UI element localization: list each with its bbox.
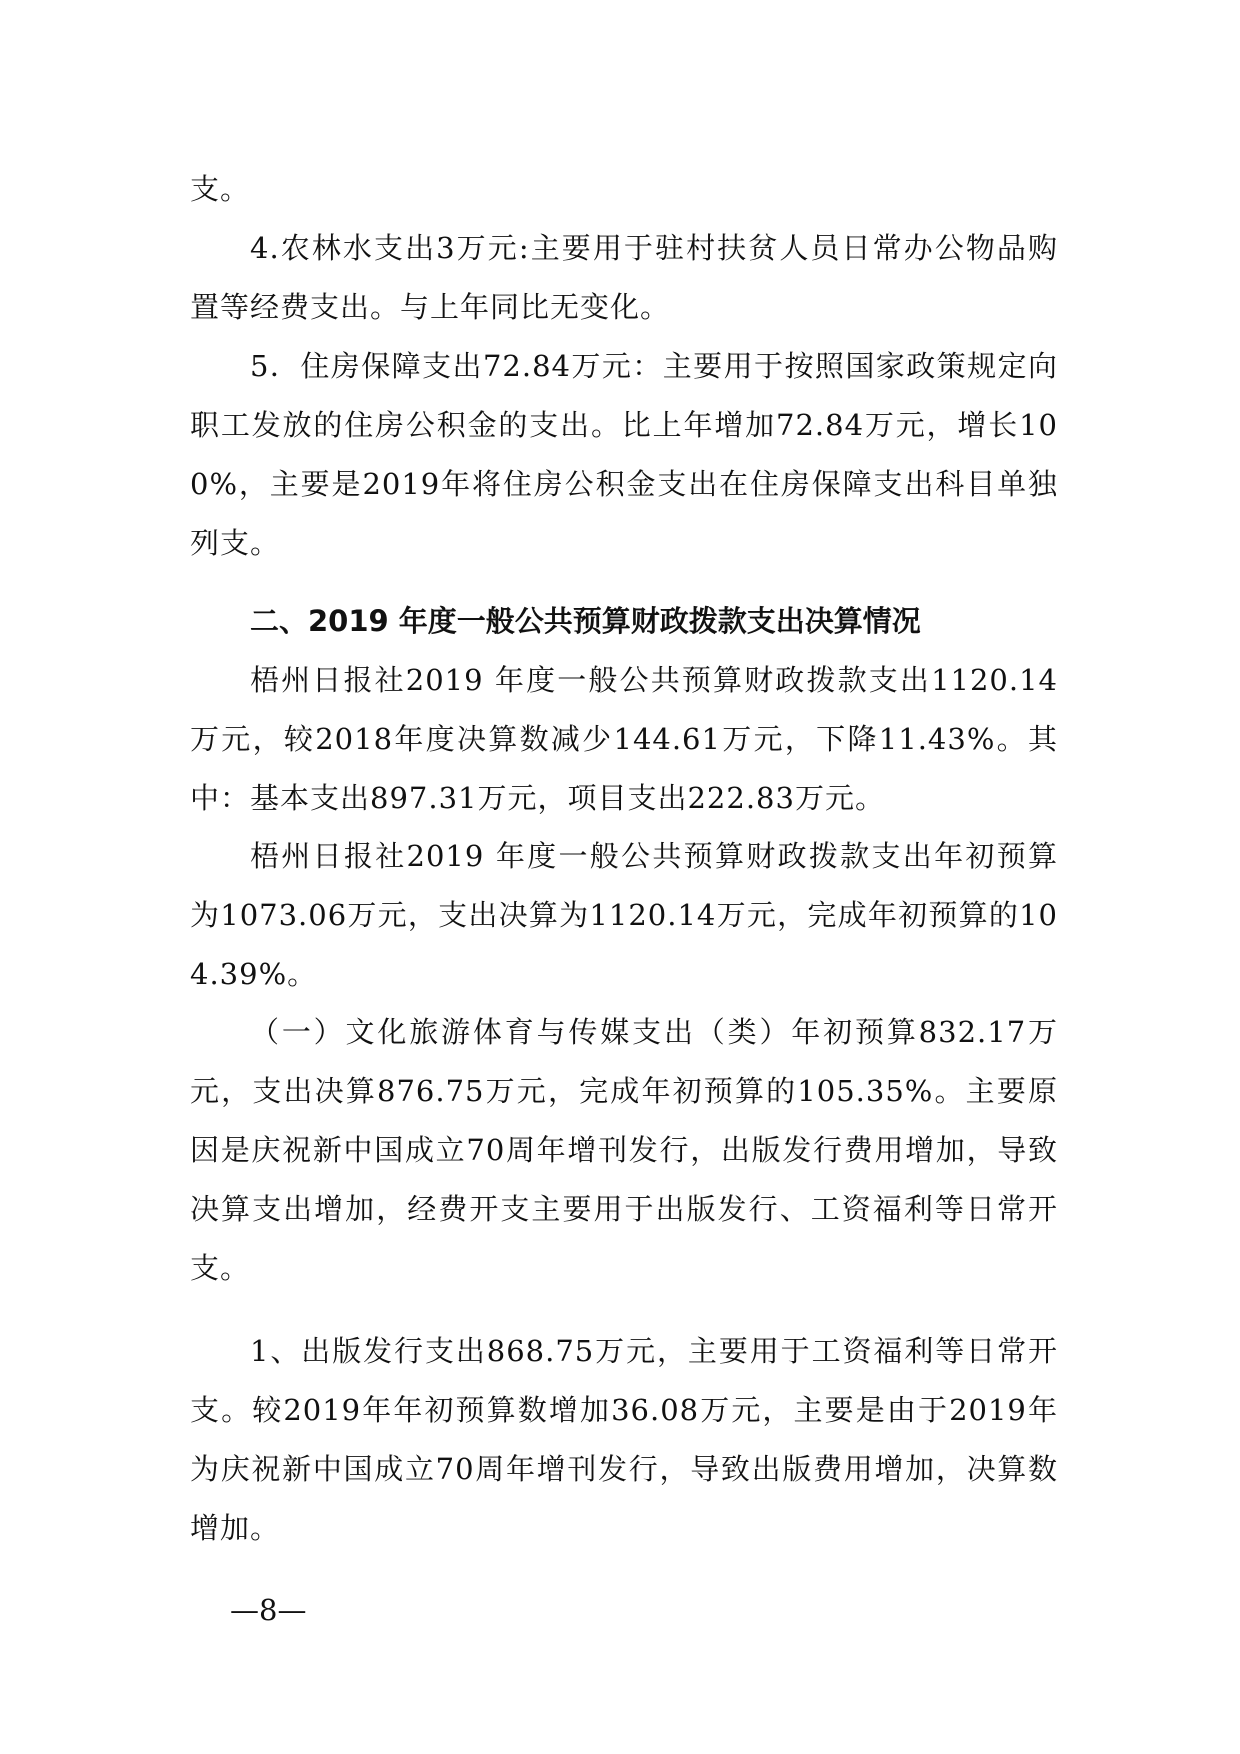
paragraph-publishing-expense: 1、出版发行支出868.75万元，主要用于工资福利等日常开支。较2019年年初预算数增加36.08万元，主要是由于2019年为庆祝新中国成立70周年增刊发行，导致出版费用增加，决算数增加。: [190, 1334, 1058, 1545]
section-heading: 二、2019 年度一般公共预算财政拨款支出决算情况: [250, 604, 921, 638]
paragraph-housing-expense: 5．住房保障支出72.84万元：主要用于按照国家政策规定向职工发放的住房公积金的支出。比上年增加72.84万元，增长100%，主要是2019年将住房公积金支出在住房保障支出科目单独列支。: [190, 349, 1058, 560]
paragraph-agriculture-expense: 4.农林水支出3万元:主要用于驻村扶贫人员日常办公物品购置等经费支出。与上年同比无变化。: [190, 231, 1058, 324]
paragraph-budget-completion: 梧州日报社2019 年度一般公共预算财政拨款支出年初预算为1073.06万元，支出决算为1120.14万元，完成年初预算的104.39%。: [190, 839, 1058, 991]
paragraph-continuation: 支。: [190, 172, 251, 206]
paragraph-total-expense: 梧州日报社2019 年度一般公共预算财政拨款支出1120.14万元，较2018年度决算数减少144.61万元，下降11.43%。其中：基本支出897.31万元，项目支出222.83万元。: [190, 663, 1058, 815]
paragraph-culture-media-expense: （一）文化旅游体育与传媒支出（类）年初预算832.17万元，支出决算876.75万元，完成年初预算的105.35%。主要原因是庆祝新中国成立70周年增刊发行，出版发行费用增加，导致决算支出增加，经费开支主要用于出版发行、工资福利等日常开支。: [190, 1015, 1058, 1285]
page-number: —8—: [230, 1593, 307, 1627]
